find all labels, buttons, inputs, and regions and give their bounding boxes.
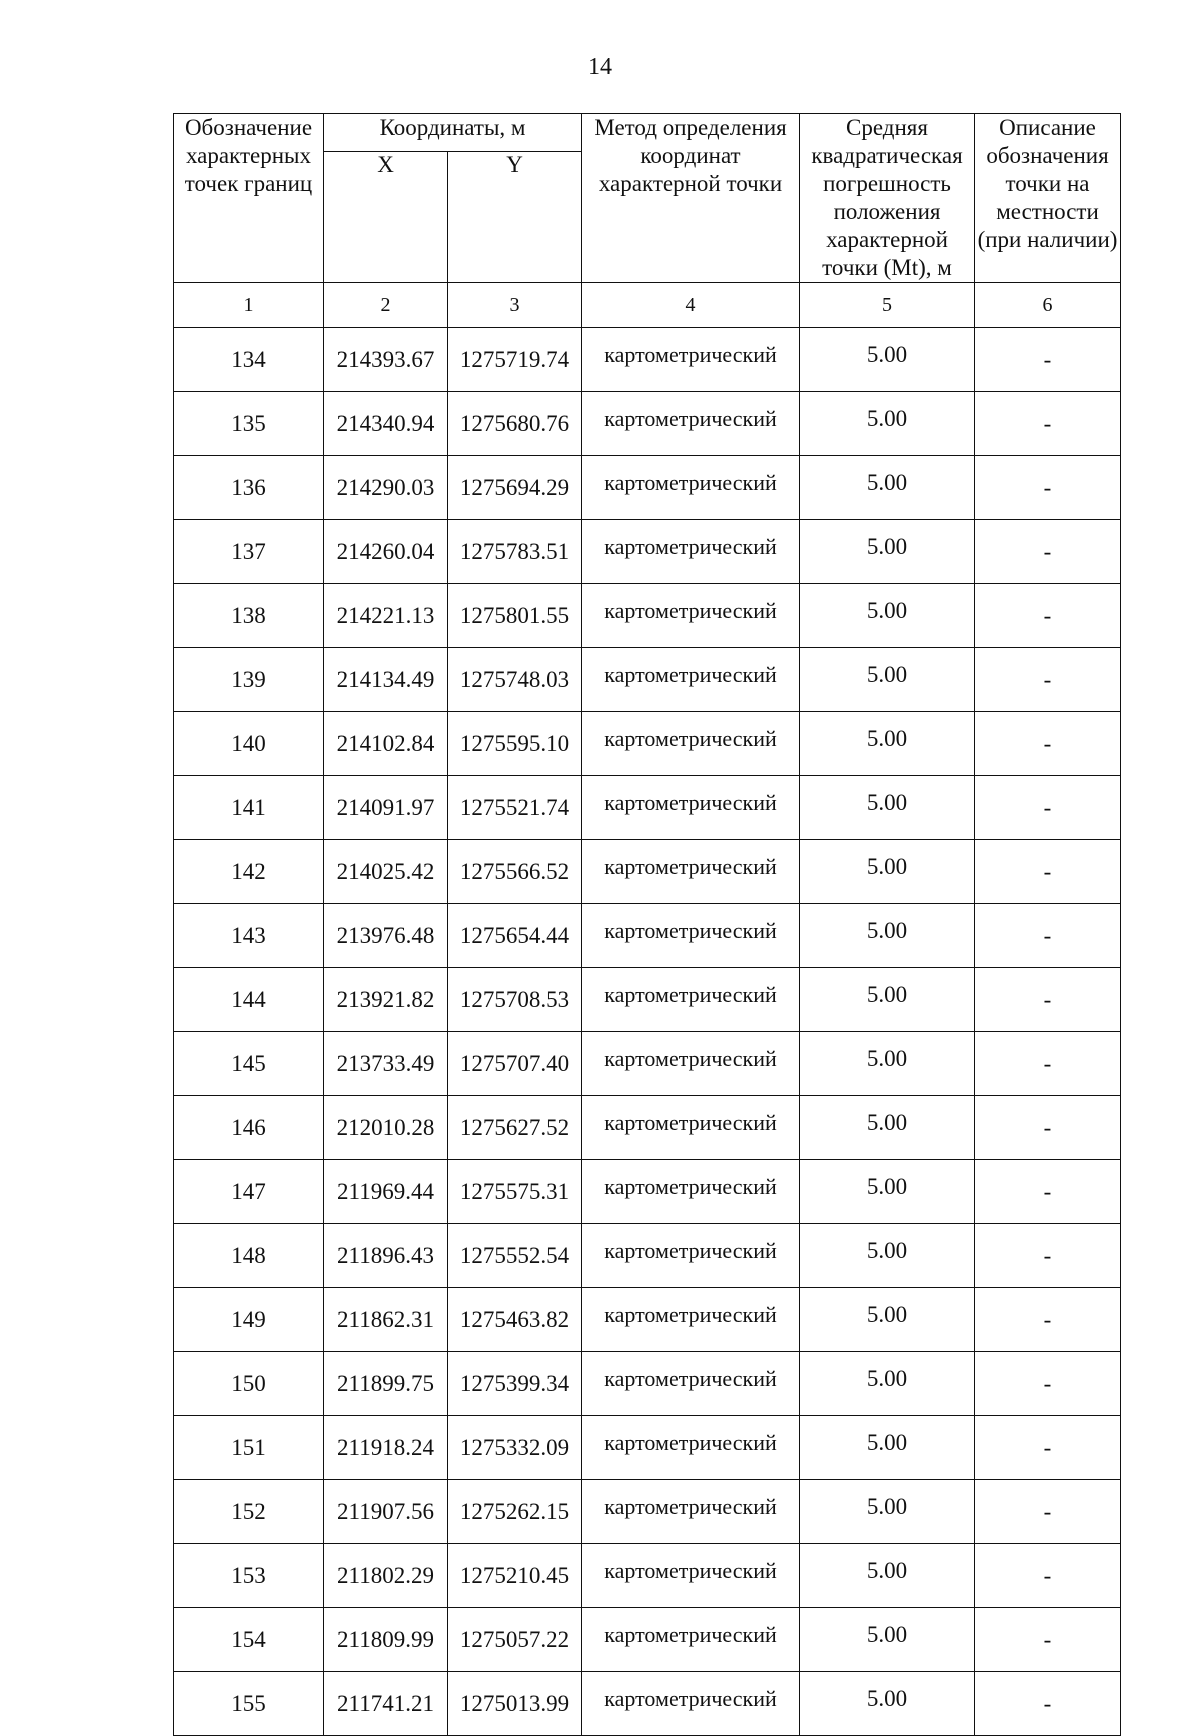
cell-method: картометрический <box>582 1032 800 1096</box>
boundary-points-table <box>173 113 1121 1736</box>
cell-x: 211809.99 <box>324 1608 448 1672</box>
table-row <box>174 648 1121 712</box>
cell-y: 1275707.40 <box>448 1032 582 1096</box>
cell-point: 148 <box>174 1224 324 1288</box>
cell-method: картометрический <box>582 1416 800 1480</box>
column-number-row <box>174 283 1121 328</box>
cell-x: 214221.13 <box>324 584 448 648</box>
cell-x: 211969.44 <box>324 1160 448 1224</box>
cell-y: 1275783.51 <box>448 520 582 584</box>
cell-method: картометрический <box>582 1288 800 1352</box>
cell-method: картометрический <box>582 584 800 648</box>
cell-method: картометрический <box>582 520 800 584</box>
cell-point: 145 <box>174 1032 324 1096</box>
cell-method: картометрический <box>582 392 800 456</box>
table-row <box>174 456 1121 520</box>
cell-description: - <box>975 968 1121 1032</box>
cell-description: - <box>975 1032 1121 1096</box>
cell-x: 214340.94 <box>324 392 448 456</box>
cell-method: картометрический <box>582 1224 800 1288</box>
cell-y: 1275680.76 <box>448 392 582 456</box>
cell-x: 214290.03 <box>324 456 448 520</box>
cell-error: 5.00 <box>800 1032 975 1096</box>
cell-x: 214091.97 <box>324 776 448 840</box>
cell-method: картометрический <box>582 1672 800 1736</box>
cell-description: - <box>975 1480 1121 1544</box>
cell-description: - <box>975 1416 1121 1480</box>
column-number: 1 <box>174 283 324 328</box>
table-row <box>174 904 1121 968</box>
column-number: 3 <box>448 283 582 328</box>
cell-point: 135 <box>174 392 324 456</box>
cell-error: 5.00 <box>800 840 975 904</box>
cell-point: 136 <box>174 456 324 520</box>
cell-point: 151 <box>174 1416 324 1480</box>
table-row <box>174 392 1121 456</box>
cell-error: 5.00 <box>800 1352 975 1416</box>
cell-x: 211896.43 <box>324 1224 448 1288</box>
table-row <box>174 1096 1121 1160</box>
cell-method: картометрический <box>582 904 800 968</box>
cell-error: 5.00 <box>800 584 975 648</box>
cell-error: 5.00 <box>800 328 975 392</box>
cell-x: 213921.82 <box>324 968 448 1032</box>
cell-error: 5.00 <box>800 1096 975 1160</box>
cell-point: 147 <box>174 1160 324 1224</box>
cell-y: 1275627.52 <box>448 1096 582 1160</box>
cell-method: картометрический <box>582 712 800 776</box>
cell-description: - <box>975 1160 1121 1224</box>
cell-point: 140 <box>174 712 324 776</box>
cell-y: 1275748.03 <box>448 648 582 712</box>
column-number: 6 <box>975 283 1121 328</box>
cell-description: - <box>975 1288 1121 1352</box>
cell-description: - <box>975 1544 1121 1608</box>
table-row <box>174 776 1121 840</box>
cell-point: 139 <box>174 648 324 712</box>
cell-method: картометрический <box>582 1160 800 1224</box>
cell-y: 1275566.52 <box>448 840 582 904</box>
table-row <box>174 1480 1121 1544</box>
cell-x: 211741.21 <box>324 1672 448 1736</box>
header-coords: Координаты, м <box>324 114 582 152</box>
cell-error: 5.00 <box>800 1480 975 1544</box>
cell-description: - <box>975 1608 1121 1672</box>
cell-y: 1275708.53 <box>448 968 582 1032</box>
cell-description: - <box>975 840 1121 904</box>
table-row <box>174 584 1121 648</box>
table-row <box>174 968 1121 1032</box>
cell-method: картометрический <box>582 648 800 712</box>
cell-description: - <box>975 520 1121 584</box>
cell-x: 211907.56 <box>324 1480 448 1544</box>
cell-y: 1275262.15 <box>448 1480 582 1544</box>
cell-point: 153 <box>174 1544 324 1608</box>
cell-y: 1275719.74 <box>448 328 582 392</box>
cell-description: - <box>975 648 1121 712</box>
cell-method: картометрический <box>582 328 800 392</box>
table-row <box>174 1224 1121 1288</box>
cell-description: - <box>975 1096 1121 1160</box>
cell-y: 1275210.45 <box>448 1544 582 1608</box>
table-row <box>174 1288 1121 1352</box>
table-row <box>174 1160 1121 1224</box>
cell-description: - <box>975 776 1121 840</box>
cell-error: 5.00 <box>800 520 975 584</box>
cell-y: 1275332.09 <box>448 1416 582 1480</box>
cell-point: 143 <box>174 904 324 968</box>
header-x: X <box>324 152 448 283</box>
cell-x: 214393.67 <box>324 328 448 392</box>
cell-x: 213733.49 <box>324 1032 448 1096</box>
column-number: 2 <box>324 283 448 328</box>
cell-y: 1275552.54 <box>448 1224 582 1288</box>
cell-point: 134 <box>174 328 324 392</box>
table-row <box>174 712 1121 776</box>
cell-error: 5.00 <box>800 1288 975 1352</box>
cell-error: 5.00 <box>800 712 975 776</box>
cell-description: - <box>975 456 1121 520</box>
header-error: Средняя квадратическая погрешность положения характерной точки (Mt), м <box>800 114 975 283</box>
cell-y: 1275463.82 <box>448 1288 582 1352</box>
cell-error: 5.00 <box>800 1224 975 1288</box>
header-method: Метод определения координат характерной точки <box>582 114 800 283</box>
cell-method: картометрический <box>582 1544 800 1608</box>
cell-y: 1275575.31 <box>448 1160 582 1224</box>
cell-error: 5.00 <box>800 904 975 968</box>
cell-point: 155 <box>174 1672 324 1736</box>
cell-y: 1275654.44 <box>448 904 582 968</box>
cell-description: - <box>975 328 1121 392</box>
cell-method: картометрический <box>582 840 800 904</box>
cell-point: 137 <box>174 520 324 584</box>
table-row <box>174 1352 1121 1416</box>
cell-method: картометрический <box>582 1480 800 1544</box>
cell-description: - <box>975 392 1121 456</box>
cell-point: 141 <box>174 776 324 840</box>
cell-x: 211802.29 <box>324 1544 448 1608</box>
header-y: Y <box>448 152 582 283</box>
cell-description: - <box>975 1352 1121 1416</box>
cell-x: 213976.48 <box>324 904 448 968</box>
cell-error: 5.00 <box>800 776 975 840</box>
cell-y: 1275399.34 <box>448 1352 582 1416</box>
column-number: 5 <box>800 283 975 328</box>
table-row <box>174 1032 1121 1096</box>
cell-method: картометрический <box>582 1352 800 1416</box>
cell-method: картометрический <box>582 456 800 520</box>
cell-point: 152 <box>174 1480 324 1544</box>
cell-x: 214260.04 <box>324 520 448 584</box>
cell-x: 212010.28 <box>324 1096 448 1160</box>
table-row <box>174 1416 1121 1480</box>
cell-y: 1275595.10 <box>448 712 582 776</box>
cell-x: 211918.24 <box>324 1416 448 1480</box>
page-number: 14 <box>588 54 612 80</box>
cell-method: картометрический <box>582 1608 800 1672</box>
cell-error: 5.00 <box>800 1160 975 1224</box>
cell-point: 146 <box>174 1096 324 1160</box>
cell-error: 5.00 <box>800 1608 975 1672</box>
cell-description: - <box>975 584 1121 648</box>
table-row <box>174 840 1121 904</box>
cell-x: 211899.75 <box>324 1352 448 1416</box>
cell-description: - <box>975 1672 1121 1736</box>
cell-x: 214025.42 <box>324 840 448 904</box>
cell-point: 149 <box>174 1288 324 1352</box>
cell-error: 5.00 <box>800 456 975 520</box>
cell-point: 150 <box>174 1352 324 1416</box>
cell-method: картометрический <box>582 968 800 1032</box>
cell-x: 214134.49 <box>324 648 448 712</box>
cell-error: 5.00 <box>800 392 975 456</box>
header-row <box>174 114 1121 152</box>
cell-description: - <box>975 904 1121 968</box>
cell-point: 154 <box>174 1608 324 1672</box>
cell-description: - <box>975 1224 1121 1288</box>
table-row <box>174 328 1121 392</box>
cell-x: 214102.84 <box>324 712 448 776</box>
cell-error: 5.00 <box>800 1672 975 1736</box>
table-row <box>174 1544 1121 1608</box>
cell-error: 5.00 <box>800 1416 975 1480</box>
column-number: 4 <box>582 283 800 328</box>
table-row <box>174 1672 1121 1736</box>
cell-y: 1275694.29 <box>448 456 582 520</box>
cell-error: 5.00 <box>800 1544 975 1608</box>
cell-x: 211862.31 <box>324 1288 448 1352</box>
cell-point: 144 <box>174 968 324 1032</box>
cell-method: картометрический <box>582 1096 800 1160</box>
cell-y: 1275057.22 <box>448 1608 582 1672</box>
header-point: Обозначение характерных точек границ <box>174 114 324 283</box>
table-body <box>174 328 1121 1736</box>
cell-y: 1275801.55 <box>448 584 582 648</box>
cell-point: 138 <box>174 584 324 648</box>
cell-description: - <box>975 712 1121 776</box>
cell-error: 5.00 <box>800 648 975 712</box>
cell-method: картометрический <box>582 776 800 840</box>
cell-y: 1275521.74 <box>448 776 582 840</box>
cell-point: 142 <box>174 840 324 904</box>
cell-error: 5.00 <box>800 968 975 1032</box>
header-description: Описание обозначения точки на местности (при наличии) <box>975 114 1121 283</box>
table-row <box>174 520 1121 584</box>
cell-y: 1275013.99 <box>448 1672 582 1736</box>
table-row <box>174 1608 1121 1672</box>
